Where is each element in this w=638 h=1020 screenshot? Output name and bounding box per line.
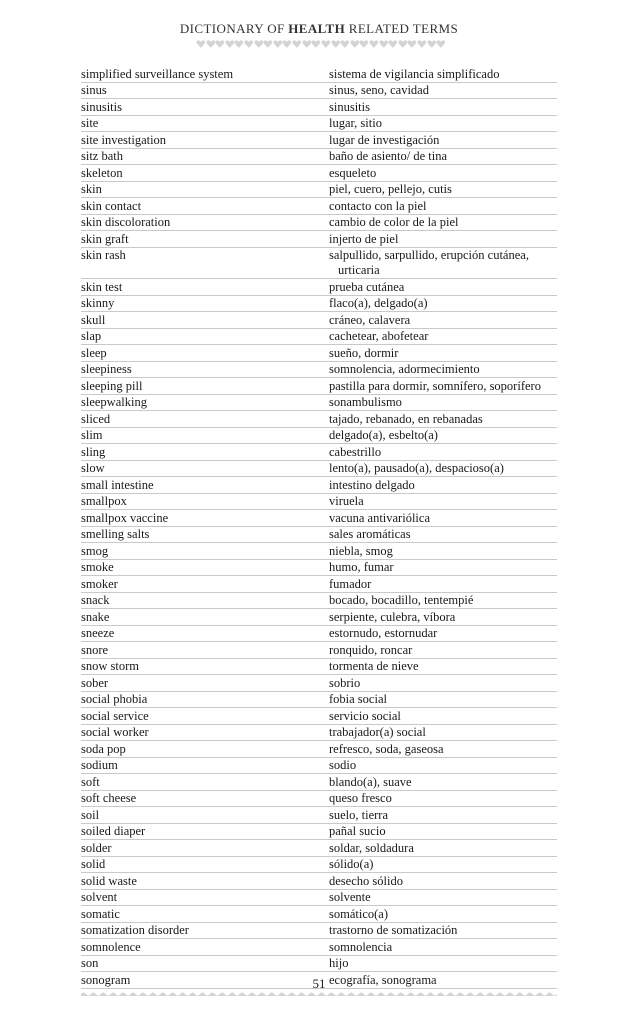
- spanish-translation: [329, 560, 557, 576]
- glossary-row: [81, 428, 557, 445]
- spanish-translation-text: cráneo, calavera: [329, 312, 411, 327]
- english-term: solid: [81, 857, 106, 871]
- heart-icon: [282, 39, 292, 49]
- glossary-row: [81, 116, 557, 133]
- spanish-translation-text: sodio: [329, 758, 357, 772]
- english-term: sinusitis: [81, 99, 122, 114]
- heart-icon: [215, 39, 225, 49]
- glossary-row: [81, 923, 557, 940]
- english-term: smelling salts: [81, 527, 150, 541]
- spanish-translation: [329, 956, 557, 972]
- spanish-translation: [329, 708, 557, 724]
- glossary-row: [81, 626, 557, 643]
- spanish-translation: [329, 215, 557, 231]
- english-term: sleepwalking: [81, 395, 147, 409]
- spanish-translation-text: trabajador(a) social: [329, 725, 426, 739]
- english-term: skin contact: [81, 198, 142, 213]
- heart-icon: [350, 39, 360, 49]
- glossary-row: [81, 543, 557, 560]
- glossary-row: [81, 642, 557, 659]
- header-title-suffix: RELATED TERMS: [345, 21, 459, 36]
- glossary-row: [81, 560, 557, 577]
- glossary-row: [81, 692, 557, 709]
- spanish-translation: [329, 279, 557, 295]
- english-term: social service: [81, 708, 149, 723]
- english-term: skull: [81, 312, 106, 327]
- english-term: sneeze: [81, 626, 115, 640]
- english-term: site: [81, 116, 99, 130]
- spanish-translation-text: prueba cutánea: [329, 279, 405, 294]
- glossary-row: [81, 132, 557, 149]
- spanish-translation: [329, 939, 557, 955]
- spanish-translation-text: intestino delgado: [329, 477, 415, 492]
- spanish-translation-text: lugar, sitio: [329, 116, 382, 130]
- spanish-translation-text: somnolencia: [329, 939, 393, 954]
- spanish-translation: [329, 116, 557, 132]
- english-term: sober: [81, 675, 109, 690]
- spanish-translation: [329, 576, 557, 592]
- spanish-translation: [329, 659, 557, 675]
- glossary-row: [81, 494, 557, 511]
- heart-icon: [398, 39, 408, 49]
- spanish-translation-text: fobia social: [329, 692, 387, 706]
- spanish-translation-text: solvente: [329, 890, 371, 904]
- glossary-row: [81, 593, 557, 610]
- spanish-translation-text: sólido(a): [329, 857, 374, 871]
- english-term: simplified surveillance system: [81, 66, 234, 81]
- glossary-row: [81, 248, 557, 280]
- spanish-translation-text: estornudo, estornudar: [329, 626, 438, 640]
- spanish-translation-text: servicio social: [329, 708, 401, 723]
- spanish-translation: [329, 692, 557, 708]
- english-term: site investigation: [81, 132, 167, 147]
- spanish-translation: [329, 510, 557, 526]
- glossary-row: [81, 215, 557, 232]
- english-term: son: [81, 956, 99, 970]
- english-term: somatic: [81, 906, 120, 921]
- spanish-translation: [329, 642, 557, 658]
- english-term: solder: [81, 840, 112, 855]
- spanish-translation: [329, 890, 557, 906]
- spanish-translation: [329, 840, 557, 856]
- spanish-translation-text: blando(a), suave: [329, 774, 412, 789]
- english-term: skinny: [81, 296, 115, 310]
- spanish-translation: [329, 758, 557, 774]
- glossary-row: [81, 510, 557, 527]
- english-term: snore: [81, 642, 109, 657]
- glossary-row: [81, 873, 557, 890]
- heart-icon: [292, 39, 302, 49]
- heart-icon: [331, 39, 341, 49]
- spanish-translation: [329, 923, 557, 939]
- spanish-translation-text: esqueleto: [329, 165, 377, 180]
- english-term: smoker: [81, 576, 118, 591]
- english-term: snack: [81, 593, 110, 607]
- english-term: sliced: [81, 411, 111, 426]
- header-title-bold: HEALTH: [288, 21, 346, 36]
- english-term: skin graft: [81, 231, 129, 246]
- heart-icon: [263, 39, 273, 49]
- glossary-row: [81, 824, 557, 841]
- heart-icon: [244, 39, 254, 49]
- spanish-translation: [329, 543, 557, 559]
- spanish-translation-text: desecho sólido: [329, 873, 403, 888]
- spanish-translation-text: somático(a): [329, 906, 389, 921]
- glossary-row: [81, 411, 557, 428]
- spanish-translation: [329, 329, 557, 345]
- spanish-translation: [329, 626, 557, 642]
- glossary-row: [81, 99, 557, 116]
- glossary-row: [81, 182, 557, 199]
- english-term: sinus: [81, 83, 107, 97]
- page-number: 51: [312, 976, 326, 991]
- english-term: skin rash: [81, 248, 126, 262]
- english-term: skeleton: [81, 165, 123, 180]
- spanish-translation-text: suelo, tierra: [329, 807, 389, 822]
- glossary-row: [81, 198, 557, 215]
- english-term: small intestine: [81, 477, 154, 492]
- spanish-translation: [329, 741, 557, 757]
- glossary-row: [81, 725, 557, 742]
- spanish-translation: [329, 378, 557, 394]
- english-term: soil: [81, 807, 100, 822]
- spanish-translation-text: trastorno de somatización: [329, 923, 458, 937]
- glossary-row: [81, 791, 557, 808]
- english-term: sodium: [81, 758, 118, 772]
- spanish-translation: [329, 791, 557, 807]
- spanish-translation-text: cachetear, abofetear: [329, 329, 429, 343]
- header-hearts-ornament: [196, 38, 446, 50]
- heart-icon: [427, 39, 437, 49]
- spanish-translation-text: serpiente, culebra, víbora: [329, 609, 456, 624]
- glossary-row: [81, 609, 557, 626]
- spanish-translation-text: niebla, smog: [329, 543, 393, 558]
- spanish-translation: [329, 362, 557, 378]
- spanish-translation-text: refresco, soda, gaseosa: [329, 741, 444, 756]
- spanish-translation: [329, 725, 557, 741]
- glossary-row: [81, 857, 557, 874]
- heart-icon: [311, 39, 321, 49]
- glossary-row: [81, 659, 557, 676]
- spanish-translation: [329, 83, 557, 99]
- spanish-translation: [329, 857, 557, 873]
- english-term: sleepiness: [81, 362, 132, 376]
- spanish-translation-text: viruela: [329, 494, 364, 508]
- spanish-translation: [329, 461, 557, 477]
- glossary-row: [81, 807, 557, 824]
- english-term: snow storm: [81, 659, 139, 673]
- spanish-translation-text: injerto de piel: [329, 231, 399, 246]
- glossary-row: [81, 461, 557, 478]
- spanish-translation: [329, 411, 557, 427]
- spanish-translation-text: lento(a), pausado(a), despacioso(a): [329, 461, 504, 475]
- english-term: soda pop: [81, 741, 126, 756]
- spanish-translation: [329, 774, 557, 790]
- page-header-title: [0, 21, 638, 37]
- heart-icon: [206, 39, 216, 49]
- spanish-translation-text: contacto con la piel: [329, 198, 427, 213]
- english-term: sleep: [81, 345, 107, 360]
- spanish-translation-text: sinusitis: [329, 99, 370, 114]
- spanish-translation: [329, 312, 557, 328]
- glossary-row: [81, 956, 557, 973]
- spanish-translation: [329, 182, 557, 198]
- english-term: skin discoloration: [81, 215, 171, 229]
- header-title-prefix: DICTIONARY OF: [179, 21, 289, 36]
- glossary-row: [81, 890, 557, 907]
- heart-icon: [196, 39, 206, 49]
- english-term: somatization disorder: [81, 923, 189, 937]
- spanish-translation: [329, 132, 557, 148]
- glossary-row: [81, 939, 557, 956]
- spanish-translation-text: queso fresco: [329, 791, 392, 805]
- spanish-translation-text: sueño, dormir: [329, 345, 399, 360]
- english-term: social worker: [81, 725, 149, 739]
- spanish-translation-continued: urticaria: [338, 263, 380, 277]
- spanish-translation-text: lugar de investigación: [329, 132, 440, 147]
- english-term: smog: [81, 543, 109, 558]
- glossary-row: [81, 774, 557, 791]
- heart-icon: [369, 39, 379, 49]
- english-term: sonogram: [81, 972, 131, 987]
- heart-icon: [379, 39, 389, 49]
- spanish-translation: [329, 906, 557, 922]
- spanish-translation: [329, 248, 557, 279]
- glossary-row: [81, 345, 557, 362]
- spanish-translation-text: sales aromáticas: [329, 527, 411, 541]
- spanish-translation-text: vacuna antivariólica: [329, 510, 430, 525]
- glossary-row: [81, 477, 557, 494]
- english-term: soft: [81, 774, 100, 789]
- english-term: soft cheese: [81, 791, 137, 805]
- spanish-translation-text: hijo: [329, 956, 349, 970]
- spanish-translation: [329, 165, 557, 181]
- footer-wave-band: [81, 993, 557, 997]
- glossary-table: [81, 66, 557, 989]
- spanish-translation: [329, 444, 557, 460]
- glossary-row: [81, 906, 557, 923]
- heart-icon: [321, 39, 331, 49]
- spanish-translation-text: salpullido, sarpullido, erupción cutánea,: [329, 248, 529, 262]
- english-term: smoke: [81, 560, 114, 574]
- spanish-translation-text: bocado, bocadillo, tentempié: [329, 593, 474, 607]
- english-term: sleeping pill: [81, 378, 143, 393]
- glossary-row: [81, 231, 557, 248]
- glossary-row: [81, 840, 557, 857]
- heart-icon: [417, 39, 427, 49]
- spanish-translation: [329, 99, 557, 115]
- spanish-translation-text: flaco(a), delgado(a): [329, 296, 428, 310]
- spanish-translation: [329, 527, 557, 543]
- spanish-translation-text: sobrio: [329, 675, 361, 690]
- glossary-row: [81, 329, 557, 346]
- glossary-row: [81, 66, 557, 83]
- spanish-translation-text: sonambulismo: [329, 395, 402, 409]
- heart-icon: [302, 39, 312, 49]
- english-term: snake: [81, 609, 110, 624]
- glossary-row: [81, 708, 557, 725]
- english-term: smallpox: [81, 494, 127, 508]
- glossary-row: [81, 527, 557, 544]
- spanish-translation-text: soldar, soldadura: [329, 840, 414, 855]
- spanish-translation-text: sinus, seno, cavidad: [329, 83, 429, 97]
- spanish-translation: [329, 231, 557, 247]
- heart-icon: [359, 39, 369, 49]
- spanish-translation-text: delgado(a), esbelto(a): [329, 428, 438, 442]
- english-term: social phobia: [81, 692, 148, 706]
- spanish-translation: [329, 395, 557, 411]
- glossary-row: [81, 675, 557, 692]
- spanish-translation-text: pañal sucio: [329, 824, 386, 838]
- spanish-translation: [329, 675, 557, 691]
- spanish-translation-text: cambio de color de la piel: [329, 215, 459, 229]
- heart-icon: [225, 39, 235, 49]
- english-term: sling: [81, 444, 106, 459]
- heart-icon: [340, 39, 350, 49]
- heart-icon: [254, 39, 264, 49]
- footer-ornament-bar: [81, 990, 557, 998]
- spanish-translation-text: cabestrillo: [329, 444, 382, 459]
- spanish-translation-text: humo, fumar: [329, 560, 394, 574]
- spanish-translation: [329, 609, 557, 625]
- glossary-row: [81, 296, 557, 313]
- heart-icon: [273, 39, 283, 49]
- spanish-translation-text: pastilla para dormir, somnífero, soporífero: [329, 378, 541, 393]
- spanish-translation-text: baño de asiento/ de tina: [329, 149, 448, 163]
- heart-icon: [436, 39, 446, 49]
- glossary-row: [81, 312, 557, 329]
- spanish-translation: [329, 149, 557, 165]
- spanish-translation-text: ronquido, roncar: [329, 642, 413, 657]
- glossary-row: [81, 741, 557, 758]
- english-term: slim: [81, 428, 103, 442]
- english-term: solvent: [81, 890, 118, 904]
- spanish-translation: [329, 477, 557, 493]
- glossary-row: [81, 395, 557, 412]
- spanish-translation: [329, 198, 557, 214]
- english-term: solid waste: [81, 873, 137, 888]
- glossary-row: [81, 83, 557, 100]
- spanish-translation: [329, 593, 557, 609]
- spanish-translation-text: tajado, rebanado, en rebanadas: [329, 411, 483, 426]
- spanish-translation: [329, 345, 557, 361]
- english-term: skin test: [81, 279, 123, 294]
- spanish-translation-text: fumador: [329, 576, 372, 591]
- english-term: slap: [81, 329, 102, 343]
- spanish-translation-text: somnolencia, adormecimiento: [329, 362, 480, 376]
- heart-icon: [234, 39, 244, 49]
- glossary-row: [81, 576, 557, 593]
- english-term: somnolence: [81, 939, 141, 954]
- spanish-translation: [329, 807, 557, 823]
- spanish-translation-text: ecografía, sonograma: [329, 972, 437, 987]
- english-term: skin: [81, 182, 102, 196]
- glossary-row: [81, 149, 557, 166]
- english-term: slow: [81, 461, 105, 475]
- spanish-translation: [329, 66, 557, 82]
- glossary-row: [81, 362, 557, 379]
- spanish-translation: [329, 824, 557, 840]
- heart-icon: [388, 39, 398, 49]
- spanish-translation-text: sistema de vigilancia simplificado: [329, 66, 500, 81]
- english-term: sitz bath: [81, 149, 124, 163]
- glossary-row: [81, 378, 557, 395]
- glossary-row: [81, 279, 557, 296]
- english-term: smallpox vaccine: [81, 510, 169, 525]
- glossary-row: [81, 165, 557, 182]
- spanish-translation: [329, 873, 557, 889]
- spanish-translation: [329, 494, 557, 510]
- english-term: soiled diaper: [81, 824, 146, 838]
- spanish-translation-text: piel, cuero, pellejo, cutis: [329, 182, 452, 196]
- heart-icon: [407, 39, 417, 49]
- spanish-translation-text: tormenta de nieve: [329, 659, 419, 673]
- spanish-translation: [329, 296, 557, 312]
- glossary-row: [81, 758, 557, 775]
- glossary-row: [81, 444, 557, 461]
- spanish-translation: [329, 428, 557, 444]
